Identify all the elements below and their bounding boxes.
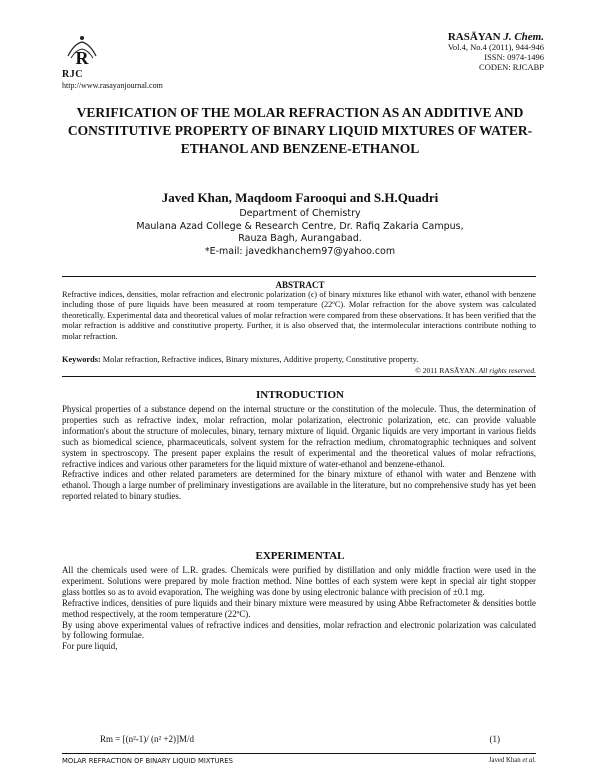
department: Department of Chemistry bbox=[239, 208, 361, 219]
logo-text: RJC bbox=[62, 69, 83, 80]
experimental-paragraph-1: All the chemicals used were of L.R. grades. Chemicals were purified by distillation and only middle fraction were used in the experiment. Solutions were prepared by mole fraction method. Nine bottles of each system were kept in special air tight stopper glass bottles so as to avoid evaporation. The weighing was done by using electronic balance with precision of ±0.1 mg. bbox=[62, 565, 536, 597]
footer-running-title: MOLAR REFRACTION OF BINARY LIQUID MIXTURES bbox=[62, 757, 233, 765]
volume-info: Vol.4, No.4 (2011), 944-946 bbox=[447, 42, 544, 52]
equation-number: (1) bbox=[489, 734, 500, 744]
address: Rauza Bagh, Aurangabad. bbox=[238, 233, 362, 244]
keywords bbox=[62, 355, 536, 364]
equation-1 bbox=[100, 734, 500, 744]
experimental-heading: EXPERIMENTAL bbox=[255, 550, 345, 562]
introduction-heading: INTRODUCTION bbox=[255, 389, 344, 401]
journal-url[interactable]: http://www.rasayanjournal.com bbox=[62, 81, 163, 90]
introduction-paragraph-2: Refractive indices and other related parameters are determined for the binary mixture of ethanol with water and Benzene with ethanol. Though a large number of preliminary investigations are available in the literature, but no comprehensive study has yet been reported related to binary studies. bbox=[62, 469, 536, 502]
abstract-top-rule bbox=[62, 276, 536, 277]
logo-emblem-icon bbox=[62, 34, 102, 72]
copyright-text: © 2011 RASĀYAN. bbox=[415, 366, 477, 375]
journal-title bbox=[448, 32, 544, 42]
paper-authors: Javed Khan, Maqdoom Farooqui and S.H.Quadri bbox=[161, 190, 439, 205]
introduction-body bbox=[62, 404, 536, 502]
experimental-paragraph-3: By using above experimental values of refractive indices and densities, molar refraction and electronic polarization was calculated by following formulae. bbox=[62, 619, 536, 641]
abstract-bottom-rule bbox=[62, 376, 536, 377]
college: Maulana Azad College & Research Centre, Dr. Rafiq Zakaria Campus, bbox=[136, 220, 464, 232]
journal-logo bbox=[62, 34, 102, 74]
keywords-label: Keywords: bbox=[62, 355, 101, 364]
email[interactable]: *E-mail: javedkhanchem97@yahoo.com bbox=[204, 245, 396, 257]
footer-rule bbox=[62, 753, 536, 754]
coden: CODEN: RJCABP bbox=[479, 62, 544, 72]
footer-author-name: Javed Khan bbox=[488, 757, 521, 764]
journal-info bbox=[448, 32, 544, 72]
journal-abbrev: J. Chem. bbox=[503, 31, 544, 43]
copyright-rights: All rights reserved. bbox=[478, 366, 536, 375]
abstract-heading: ABSTRACT bbox=[275, 280, 325, 290]
experimental-body bbox=[62, 565, 536, 652]
equation-formula: Rm = [(n²-1)/ (n² +2)]M/d bbox=[100, 734, 195, 744]
copyright bbox=[415, 366, 536, 375]
affiliation bbox=[60, 208, 540, 258]
introduction-paragraph-1: Physical properties of a substance depend on the internal structure or the constitution of the molecule. Thus, the determination of properties such as refractive index, molar refraction, molar polarization, electronic polarization, etc. can provide valuable information's about the structure of molecules, binary, ternary mixture of liquid. Organic liquids are very important in various fields such as biomedical science, pharmaceuticals, solvent system for the refraction medium, chromatographic techniques and solvent system in spectroscopy. The present paper explains the result of experimental and the theoretical values of molar refractions, refractive indices and various other parameters for the liquid mixture of water-ethanol and benzene-ethanol. bbox=[62, 404, 536, 469]
abstract-text: Refractive indices, densities, molar refraction and electronic polarization (ϵ) of binary mixtures like ethanol with water, ethanol with benzene including those of pure liquids have been measured at room temperature (22ºC). Molar refraction for the above system was calculated theoretically. Experimental data and theoretical values of molar refraction were compared from these observations. It has been verified that the molar refraction is additive and constitutive property. Further, it is also observed that, the intermolecular interactions contribute nothing to molar refraction. bbox=[62, 290, 536, 341]
paper-title: VERIFICATION OF THE MOLAR REFRACTION AS AN ADDITIVE AND CONSTITUTIVE PROPERTY OF BINARY LIQUID MIXTURES OF WATER-ETHANOL AND BENZENE-ETHANOL bbox=[67, 105, 533, 156]
journal-name: RASĀYAN bbox=[447, 31, 501, 43]
keywords-list: Molar refraction, Refractive indices, Binary mixtures, Additive property, Constitutive property. bbox=[102, 355, 419, 364]
experimental-paragraph-2: Refractive indices, densities of pure liquids and their binary mixture were measured by using Abbe Refractometer & densities bottle method respectively, at the room temperature (22ºC). bbox=[62, 597, 536, 619]
experimental-paragraph-4: For pure liquid, bbox=[62, 641, 118, 652]
footer-et-al: et al. bbox=[522, 757, 536, 764]
footer-authors bbox=[489, 757, 536, 764]
issn: ISSN: 0974-1496 bbox=[484, 52, 544, 62]
logo-letter: R bbox=[75, 48, 89, 68]
